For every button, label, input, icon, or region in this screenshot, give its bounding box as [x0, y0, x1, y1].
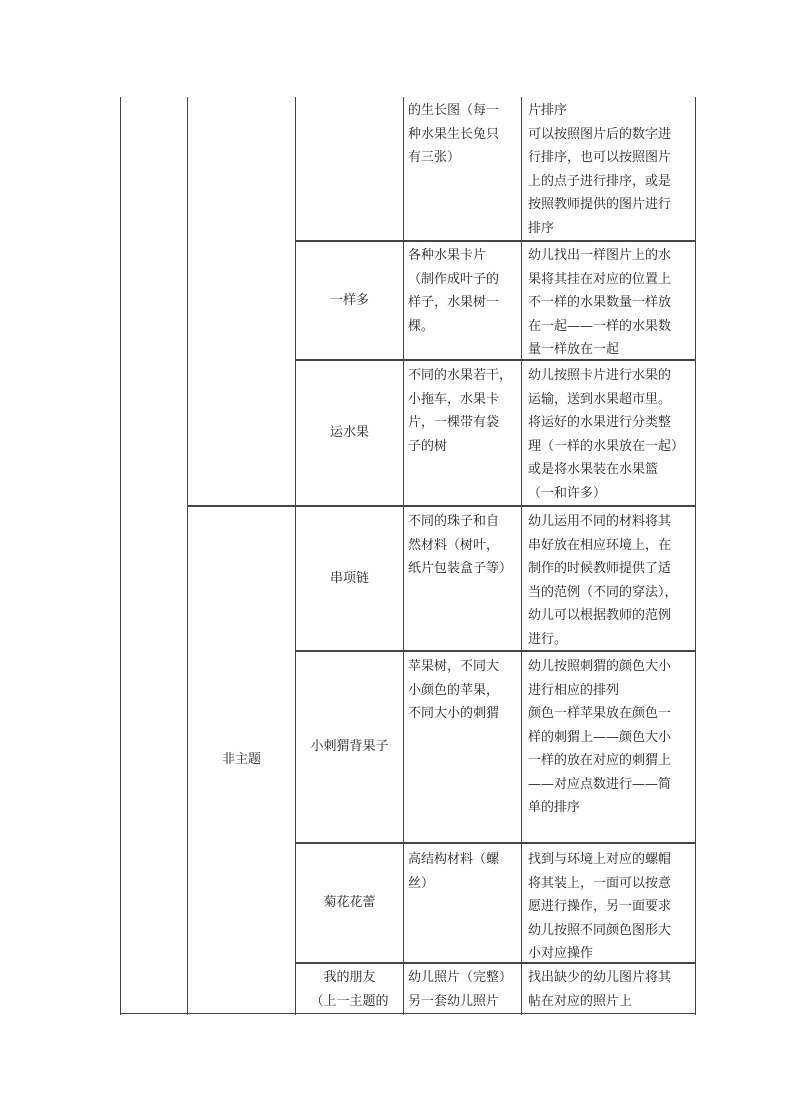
activity-cell: [296, 652, 403, 842]
materials-cell: 苹果树，不同大 小颜色的苹果， 不同大小的刺猬: [408, 659, 500, 721]
operation-cell: 找到与环境上对应的螺帽 将其装上，一面可以按意 愿进行操作，另一面要求 幼儿按照不同颜色图形大 小对应操作: [528, 852, 672, 961]
activity-name: 串项链: [329, 570, 369, 586]
operation-cell: 幼儿运用不同的材料将其 串好放在相应环境上，在 制作的时候教师提供了适 当的范例（不同的穿法）， 幼儿可以根据教师的范例 进行。: [528, 514, 678, 647]
activity-name: 运水果: [329, 425, 369, 441]
category-label: 非主题: [221, 752, 261, 768]
column-divider-3: [403, 97, 404, 1015]
table-border-left: [120, 97, 121, 1015]
activity-name: 菊花花蕾: [323, 895, 376, 911]
activity-cell: [296, 844, 403, 962]
activity-name: 小刺猬背果子: [310, 739, 389, 755]
activity-cell: [296, 507, 403, 650]
operation-cell: 找出缺少的幼儿图片将其 帖在对应的照片上: [528, 970, 672, 1009]
operation-cell: 幼儿按照刺猬的颜色大小 进行相应的排列 颜色一样苹果放在颜色一 样的刺猬上——颜色大小 一样的放在对应的刺猬上 ——对应点数进行——简 单的排序: [528, 659, 672, 815]
operation-cell: 幼儿找出一样图片上的水 果将其挂在对应的位置上 不一样的水果数量一样放 在一起——一样的水果数 量一样放在一起: [528, 248, 672, 357]
materials-cell: 幼儿照片（完整） 另一套幼儿照片: [408, 970, 513, 1009]
materials-cell: 高结构材料（螺 丝）: [408, 852, 500, 891]
category-cell: [188, 507, 295, 1013]
materials-cell: 不同的珠子和自 然材料（树叶， 纸片包装盒子等）: [408, 514, 513, 576]
activity-cell: [296, 242, 403, 359]
materials-cell: 各种水果卡片 （制作成叶子的 样子，水果树一 棵。: [408, 248, 500, 334]
table-border-bottom: [120, 1013, 696, 1014]
operation-cell: 幼儿按照卡片进行水果的 运输，送到水果超市里。 将运好的水果进行分类整 理（一样的水果放在一起） 或是将水果装在水果篮 （一和许多）: [528, 368, 685, 501]
activity-name: 一样多: [329, 292, 369, 308]
activity-name: 我的朋友: [323, 970, 376, 985]
table-border-right: [695, 97, 696, 1015]
materials-cell: 不同的水果若干， 小拖车，水果卡 片，一棵带有袋 子的树: [408, 368, 513, 454]
activity-cell: [296, 966, 403, 1013]
activity-cell: [296, 361, 403, 505]
activity-name-cont: （上一主题的: [310, 993, 389, 1009]
materials-cell: 的生长图（每一 种水果生长兔只 有三张）: [408, 103, 500, 165]
operation-cell: 片排序 可以按照图片后的数字进 行排序，也可以按照图片 上的点子进行排序，或是 按照教师提供的图片进行 排序: [528, 103, 672, 236]
